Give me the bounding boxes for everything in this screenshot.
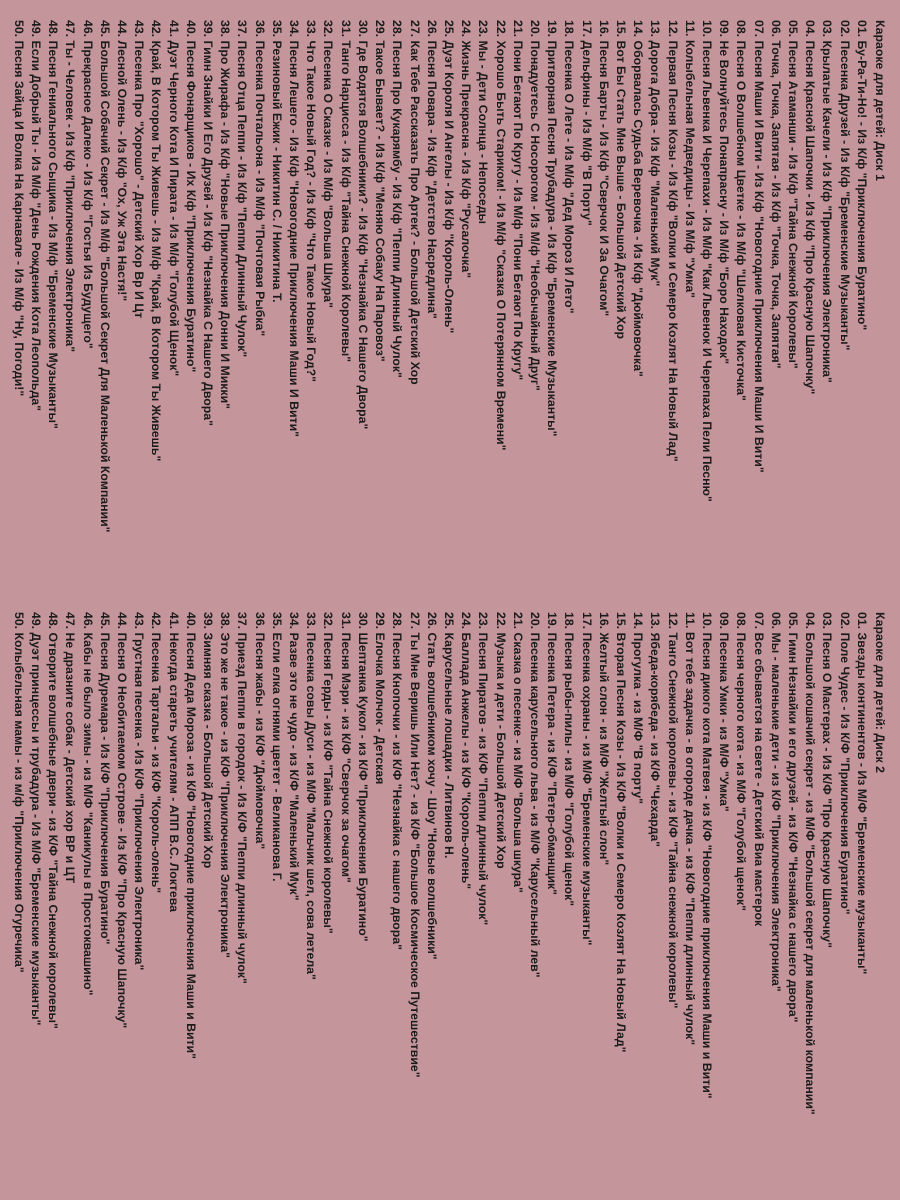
disc-title: Караоке для детей: Диск 2	[873, 612, 887, 773]
track-item: 32. Песенка О Сказке - Из М/ф "Вольша Шкура"	[321, 20, 336, 308]
track-item: 13. Дорога Добра - Из К/ф "Маленький Мук"	[648, 20, 663, 287]
track-item: 20. Песенка карусельного льва - из М/Ф "Карусельный лев"	[527, 612, 542, 978]
track-item: 19. Притворная Песня Трубадура - Из К/ф "Бременские Музыканты"	[545, 20, 560, 437]
track-item: 06. Мы - маленькие дети - из К/Ф "Приключения Электроника"	[768, 612, 783, 992]
track-item: 22. Музыка и дети - Большой Детский Хор	[493, 612, 508, 869]
track-item: 12. Первая Песня Козы - Из К/ф "Волки и Семеро Козлят На Новый Лад"	[665, 20, 680, 462]
track-item: 16. Песня Барты - Из К/ф "Сверчок И За Очагом"	[596, 20, 611, 317]
track-item: 40. Песня Деда Мороза - из К/Ф "Новогодние приключения Маши и Вити"	[183, 612, 198, 1059]
track-item: 32. Песня Герды - из К/Ф "Тайна Снежной королевы"	[321, 612, 336, 934]
track-item: 11. Вот тебе задачка - в огороде дачка - из К/Ф "Пеппи длинный чулок"	[682, 612, 697, 1046]
track-item: 48. Отворите волшебные двери - из К/Ф "Тайна Снежной королевы"	[46, 612, 61, 1029]
track-item: 30. Шептанка Кукол - из К/Ф "Приключения Буратино"	[355, 612, 370, 942]
track-item: 27. Ты Мне Веришь Или Нет? - из К/Ф "Большое Космическое Путешествие"	[407, 612, 422, 1078]
track-item: 03. Песня О Мастерах - Из К/Ф "Про Красную Шапочку"	[820, 612, 835, 948]
track-item: 37. Приезд Пеппи в городок - Из К/Ф "Пеппи длинный чулок"	[235, 612, 250, 984]
track-item: 44. Лесной Олень - Из К/ф "Ох, Уж Эта Настя!"	[115, 20, 130, 302]
track-item: 12. Танго Снежной королевы - из К/Ф "Тайна снежной королевы"	[665, 612, 680, 1009]
track-item: 35. Если елка огнями цветет - Великанова Г.	[269, 612, 284, 882]
track-item: 23. Песня Пиратов - из К/Ф "Пеппи длинный чулок"	[476, 612, 491, 926]
track-item: 49. Если Добрый Ты - Из М/ф "День Рождения Кота Леопольда"	[29, 20, 44, 411]
track-item: 07. Все сбывается на свете - Детский Виа мастерок	[751, 612, 766, 927]
track-item: 24. Баллада Анжелы - из К/Ф "Король-олень"	[459, 612, 474, 890]
track-item: 28. Песня Про Кукарямбу - Из К/ф "Пеппи Длинный Чулок"	[390, 20, 405, 378]
track-item: 22. Хорошо Быть Стариком! - Из М/ф "Сказка О Потерянном Времени"	[493, 20, 508, 451]
track-item: 10. Песня Львенка И Черепахи - Из М/ф "Как Львенок И Черепаха Пели Песню"	[699, 20, 714, 502]
track-item: 30. Где Водятся Волшебники? - Из К/ф "Незнайка С Нашего Двора"	[355, 20, 370, 430]
track-item: 10. Песня дикого кота Матвея - из К/Ф "Новогодние приключения Маши и Вити"	[699, 612, 714, 1099]
track-item: 40. Песня Фонарщиков - Их К/ф "Приключения Буратино"	[183, 20, 198, 373]
track-item: 33. Песенка совы Дуси - из М/Ф "Мальчик шел, сова летела"	[304, 612, 319, 980]
track-item: 09. Не Волнуйтесь Понапрасну - Из М/ф "Боро Находок"	[717, 20, 732, 365]
disc-2-column	[10, 612, 888, 1200]
track-item: 35. Резиновый Ежик - Никитин С. / Никитина Т.	[269, 20, 284, 303]
track-item: 39. Зимняя сказка - Большой Детский Хор	[201, 612, 216, 869]
track-item: 41. Дуэт Черного Кота И Пирата - Из М/ф "Голубой Щенок"	[166, 20, 181, 377]
track-item: 29. Елочка Молчок - Детская	[373, 612, 388, 785]
track-item: 23. Мы - Дети Солнца - Непоседы	[476, 20, 491, 225]
track-item: 38. Про Жирафа - Из К/ф "Новые Приключения Донни И Микки"	[218, 20, 233, 409]
track-item: 09. Песенка Умки - из М/Ф "Умка"	[717, 612, 732, 812]
track-item: 41. Некогда стареть учителям - АПП В.С. Локтева	[166, 612, 181, 912]
track-item: 14. Прогулка - из М/Ф "В порту"	[631, 612, 646, 804]
track-item: 21. Пони Бегают По Кругу - Из М/ф "Пони Бегают По Кругу"	[510, 20, 525, 381]
track-item: 05. Гимн Незнайки и его друзей - из К/Ф "Незнайка с нашего двора"	[785, 612, 800, 1023]
track-item: 46. Кабы не было зимы - из М/Ф "Каникулы в Простоквашино"	[80, 612, 95, 996]
track-item: 49. Дуэт принцессы и трубадура - Из М/Ф "Бременские музыканты"	[29, 612, 44, 1026]
track-item: 47. Не дразните собак - Детский хор ВР и ЦТ	[63, 612, 78, 884]
track-item: 08. Песня О Волшебном Цветке - Из М/ф "Шелковая Кисточка"	[734, 20, 749, 401]
track-item: 31. Танго Нарцисса - Из К/ф "Тайна Снежной Королевы"	[338, 20, 353, 363]
track-item: 34. Песня Лешего - Из К/ф "Новогодние Приключения Маши И Вити"	[287, 20, 302, 437]
track-item: 50. Колыбельная мамы - из м/ф "Приключения Огуречика"	[11, 612, 26, 973]
track-item: 04. Песня Красной Шапочки - Из К/ф "Про Красную Шапочку"	[803, 20, 818, 395]
track-item: 15. Вторая Песня Козы - Из К/Ф "Волки и Семеро Козлят На Новый Лад"	[613, 612, 628, 1053]
track-item: 17. Дельфины - Из М/ф "В Порту"	[579, 20, 594, 226]
track-item: 25. Дуэт Короля И Ангелы - Из К/ф "Король-Олень"	[441, 20, 456, 334]
track-item: 47. Ты - Человек - Из К/ф "Приключения Электроника"	[63, 20, 78, 353]
track-item: 03. Крылатые Качели - Из К/ф "Приключения Электроника"	[820, 20, 835, 383]
track-item: 31. Песня Мэри - из К/Ф "Сверчок за очагом"	[338, 612, 353, 883]
track-item: 42. Край, В Котором Ты Живешь - Из М/ф "Край, В Котором Ты Живешь"	[149, 20, 164, 462]
track-item: 43. Песенка Про "Хорошо" - Детский Хор Вр И Цт	[132, 20, 147, 319]
track-item: 48. Песня Гениального Сыщика - Из М/ф "Бременские Музыканты"	[46, 20, 61, 429]
track-item: 26. Стать волшебником хочу - Шоу "Новые волшебники"	[424, 612, 439, 960]
track-item: 01. Звезды континентов - Из М/Ф "Бременские музыканты"	[854, 612, 869, 975]
track-item: 42. Песенка Тартальи - из К/Ф "Король-олень"	[149, 612, 164, 894]
track-list	[10, 612, 870, 1200]
track-item: 04. Большой кошачий секрет - из М/Ф "Большой секрет для маленькой компании"	[803, 612, 818, 1115]
track-item: 14. Оборвалась Судьба Веревочка - Из К/ф "Дюймовочка"	[631, 20, 646, 377]
track-item: 36. Песенка Почтальона - Из М/ф "Почтовая Рыбка"	[252, 20, 267, 337]
track-item: 20. Понадуетесь С Носорогом - Из М/ф "Необычайный Друг"	[527, 20, 542, 391]
track-item: 45. Песня Дуремара - Из К/Ф "Приключения Буратино"	[97, 612, 112, 945]
track-item: 44. Песня О Необитаемом Острове - Из К/Ф "Про Красную Шапочку"	[115, 612, 130, 1029]
track-item: 08. Песня черного кота - из М/Ф "Голубой щенок"	[734, 612, 749, 911]
track-item: 13. Ябеда-корябеда - из К/Ф "Чехарда"	[648, 612, 663, 847]
track-item: 39. Гимн Знайки И Его Друзей - Из К/ф "Незнайка С Нашего Двора"	[201, 20, 216, 426]
track-item: 24. Жизнь Прекрасна - Из К/ф "Русалочка"	[459, 20, 474, 279]
track-item: 17. Песенка охраны - из М/Ф "Бременские музыканты"	[579, 612, 594, 946]
track-item: 36. Песня жабы - из К/Ф "Дюймовочка"	[252, 612, 267, 850]
track-item: 21. Сказка о песенке - из М/Ф "Вольша шкура"	[510, 612, 525, 893]
track-item: 06. Точка, Точка, Запятая - Из К/ф "Точка, Точка, Запятая"	[768, 20, 783, 369]
track-item: 02. Песенка Друзей - Из К/ф "Бременские Музыканты"	[837, 20, 852, 351]
track-item: 18. Песенка О Лете - Из М/ф "Дед Мороз И Лето"	[562, 20, 577, 314]
track-item: 02. Поле Чудес - Из К/Ф "Приключения Буратино"	[837, 612, 852, 915]
track-item: 45. Большой Собачий Секрет - Из М/ф "Большой Секрет Для Маленькой Компании"	[97, 20, 112, 533]
track-item: 11. Колыбельная Медведицы - Из М/ф "Умка"	[682, 20, 697, 298]
track-item: 18. Песня рыбы-пилы - из М/Ф "Голубой щенок"	[562, 612, 577, 907]
track-item: 37. Песня Отца Пеппи - Из К/ф "Пеппи Длинный Чулок"	[235, 20, 250, 358]
track-item: 46. Прекрасное Далеко - Из К/ф "Гостья Из Будущего"	[80, 20, 95, 349]
track-item: 33. Что Такое Новый Год? - Из К/ф "Что Такое Новый Год?"	[304, 20, 319, 382]
track-item: 01. Бу-Ра-Ти-Но! - Из К/ф "Приключения Буратино"	[854, 20, 869, 331]
track-item: 19. Песенка Петера - из К/Ф "Петер-обманщик"	[545, 612, 560, 895]
track-item: 26. Песня Повара - Из К/ф "Детство Насредлина"	[424, 20, 439, 319]
disc-1-column	[10, 20, 888, 610]
track-item: 50. Песня Зайца И Волка На Карнавале - Из М/ф "Ну, Погоди!"	[11, 20, 26, 397]
track-item: 07. Песня Маши И Вити - Из К/ф "Новогодние Приключения Маши И Вити"	[751, 20, 766, 473]
track-item: 28. Песня Кнопочки - из К/Ф "Незнайка с нашего двора"	[390, 612, 405, 950]
track-item: 25. Карусельные лошадки - Литвинов Н.	[441, 612, 456, 859]
track-item: 16. Желтый слон - из М/Ф "Желтый слон"	[596, 612, 611, 866]
track-item: 34. Разве это не чудо - из К/Ф "Маленький Мук"	[287, 612, 302, 901]
track-list	[10, 20, 870, 610]
track-item: 15. Вот Бы Стать Мне Выше - Большой Детский Хор	[613, 20, 628, 340]
disc-title: Караоке для детей: Диск 1	[873, 20, 887, 181]
track-item: 27. Как Тебе Рассказать Про Артек? - Большой Детский Хор	[407, 20, 422, 385]
track-item: 43. Грустная песенка - Из К/Ф "Приключения Электроника"	[132, 612, 147, 971]
track-item: 38. Это же не такое - из К/Ф "Приключения Электроника"	[218, 612, 233, 958]
track-item: 29. Такое Бывает? - Из К/ф "Меняю Собаку На Паровоз"	[373, 20, 388, 362]
track-item: 05. Песня Атаманши - Из К/ф "Тайна Снежной Королевы"	[785, 20, 800, 369]
